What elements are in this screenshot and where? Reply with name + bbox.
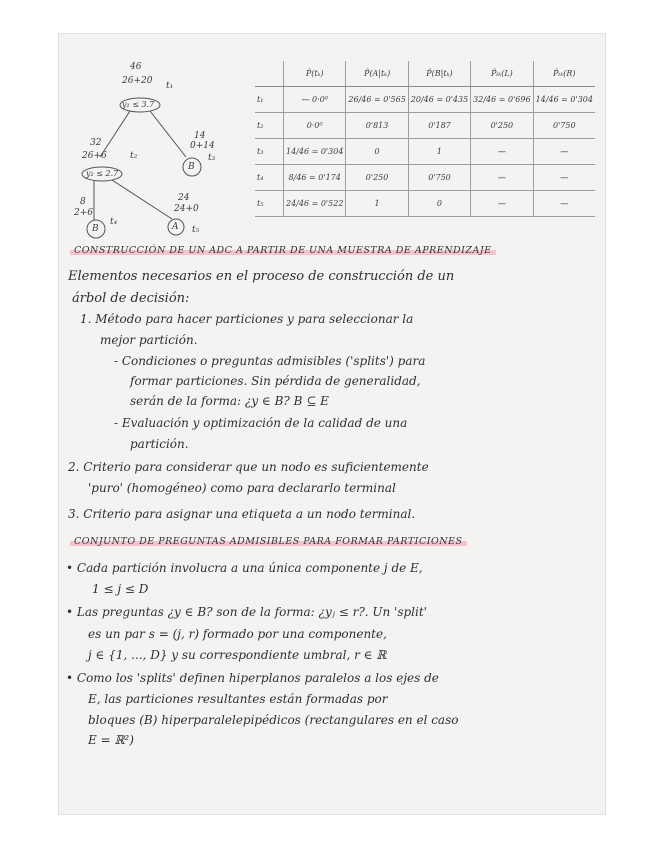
- table-cell: 1: [346, 191, 408, 217]
- table-cell: t₁: [255, 87, 284, 113]
- table-cell: t₅: [255, 191, 284, 217]
- s2-line-4: es un par s = (j, r) formado por una componente,: [88, 627, 387, 641]
- s1-line-10: 2. Criterio para considerar que un nodo es suficientemente: [68, 460, 429, 474]
- s1-line-12: 3. Criterio para asignar una etiqueta a un nodo terminal.: [68, 507, 416, 521]
- right-label: t₃: [208, 153, 216, 163]
- ll-split: 2+6: [74, 208, 93, 218]
- table-cell: —: [471, 139, 533, 165]
- s1-line-3: 1. Método para hacer particiones y para seleccionar la: [80, 312, 414, 326]
- s1-line-5: - Condiciones o preguntas admisibles ('splits') para: [114, 354, 426, 368]
- s1-line-2: árbol de decisión:: [72, 291, 190, 306]
- table-cell: 0: [346, 139, 408, 165]
- table-row: [255, 113, 595, 139]
- table-cell: — 0·0⁰: [284, 87, 346, 113]
- s2-line-1: • Cada partición involucra a una única componente j de E,: [66, 561, 423, 575]
- table-cell: —: [471, 191, 533, 217]
- table-cell: —: [533, 165, 595, 191]
- root-split: 26+20: [122, 76, 153, 86]
- table-header-cell: P̂ₜₖ(L): [471, 61, 533, 87]
- s2-line-5: j ∈ {1, ..., D} y su correspondiente umbral, r ∈ ℝ: [88, 648, 387, 662]
- right-class: B: [188, 162, 195, 172]
- table-cell: 14/46 = 0'304: [533, 87, 595, 113]
- root-label: t₁: [166, 81, 174, 91]
- notebook-page: [58, 33, 606, 815]
- table-header-cell: P̂(tₖ): [284, 61, 346, 87]
- ll-label: t₄: [110, 217, 118, 227]
- s2-line-3: • Las preguntas ¿y ∈ B? son de la forma: ¿yⱼ ≤ r?. Un 'split': [66, 605, 427, 619]
- table-cell: —: [533, 139, 595, 165]
- s2-line-2: 1 ≤ j ≤ D: [92, 582, 149, 596]
- table-cell: 0'187: [408, 113, 470, 139]
- left-label: t₂: [130, 151, 138, 161]
- s1-line-11: 'puro' (homogéneo) como para declararlo terminal: [88, 481, 396, 495]
- table-row: [255, 165, 595, 191]
- table-row: [255, 139, 595, 165]
- table-cell: 14/46 = 0'304: [284, 139, 346, 165]
- root-condition: y₁ ≤ 3.7: [122, 100, 155, 109]
- table-header-cell: P̂ₜₖ(R): [533, 61, 595, 87]
- right-split: 0+14: [190, 141, 215, 151]
- ll-counts: 8: [80, 197, 86, 207]
- table-cell: 20/46 = 0'435: [408, 87, 470, 113]
- table-row: [255, 87, 595, 113]
- s2-line-8: bloques (B) hiperparalelepipédicos (rectangulares en el caso: [88, 713, 459, 727]
- table-cell: t₄: [255, 165, 284, 191]
- table-header-row: [255, 61, 595, 87]
- section1-heading: CONSTRUCCIÓN DE UN ADC A PARTIR DE UNA MUESTRA DE APRENDIZAJE: [70, 245, 496, 256]
- left-split: 26+6: [82, 151, 107, 161]
- lr-class: A: [172, 222, 179, 232]
- lr-counts: 24: [178, 193, 190, 203]
- s1-line-4: mejor partición.: [100, 333, 198, 347]
- table-cell: —: [471, 165, 533, 191]
- decision-tree: [68, 45, 258, 250]
- root-counts: 46: [130, 62, 142, 72]
- s2-line-7: E, las particiones resultantes están formadas por: [88, 692, 388, 706]
- ll-class: B: [92, 224, 99, 234]
- table-cell: 8/46 = 0'174: [284, 165, 346, 191]
- s1-line-7: serán de la forma: ¿y ∈ B? B ⊆ E: [130, 394, 329, 408]
- s1-line-9: partición.: [130, 437, 189, 451]
- s1-line-1: Elementos necesarios en el proceso de construcción de un: [68, 269, 455, 284]
- table-row: [255, 191, 595, 217]
- probability-table: [255, 61, 595, 217]
- table-header-cell: [255, 61, 284, 87]
- table-cell: t₂: [255, 113, 284, 139]
- table-cell: 0'250: [471, 113, 533, 139]
- s1-line-6: formar particiones. Sin pérdida de generalidad,: [130, 374, 421, 388]
- section2-heading: CONJUNTO DE PREGUNTAS ADMISIBLES PARA FORMAR PARTICIONES: [70, 536, 467, 547]
- table-cell: t₃: [255, 139, 284, 165]
- table-cell: —: [533, 191, 595, 217]
- table-cell: 0: [408, 191, 470, 217]
- edge-root-right: [150, 111, 186, 157]
- table-cell: 0'813: [346, 113, 408, 139]
- edge-left-right: [112, 180, 172, 219]
- table-cell: 0'250: [346, 165, 408, 191]
- s1-line-8: - Evaluación y optimización de la calidad de una: [114, 416, 408, 430]
- table-cell: 0'750: [408, 165, 470, 191]
- right-counts: 14: [194, 131, 206, 141]
- table-cell: 26/46 = 0'565: [346, 87, 408, 113]
- table-header-cell: P̂(B|tₖ): [408, 61, 470, 87]
- lr-label: t₅: [192, 225, 200, 235]
- left-counts: 32: [90, 138, 102, 148]
- s2-line-9: E = ℝ²): [88, 733, 134, 747]
- table-cell: 32/46 = 0'696: [471, 87, 533, 113]
- table-cell: 0·0⁰: [284, 113, 346, 139]
- left-condition: y₂ ≤ 2.7: [86, 169, 119, 178]
- table-cell: 0'750: [533, 113, 595, 139]
- s2-line-6: • Como los 'splits' definen hiperplanos paralelos a los ejes de: [66, 671, 439, 685]
- table-header-cell: P̂(A|tₖ): [346, 61, 408, 87]
- lr-split: 24+0: [174, 204, 199, 214]
- table-cell: 24/46 = 0'522: [284, 191, 346, 217]
- table-cell: 1: [408, 139, 470, 165]
